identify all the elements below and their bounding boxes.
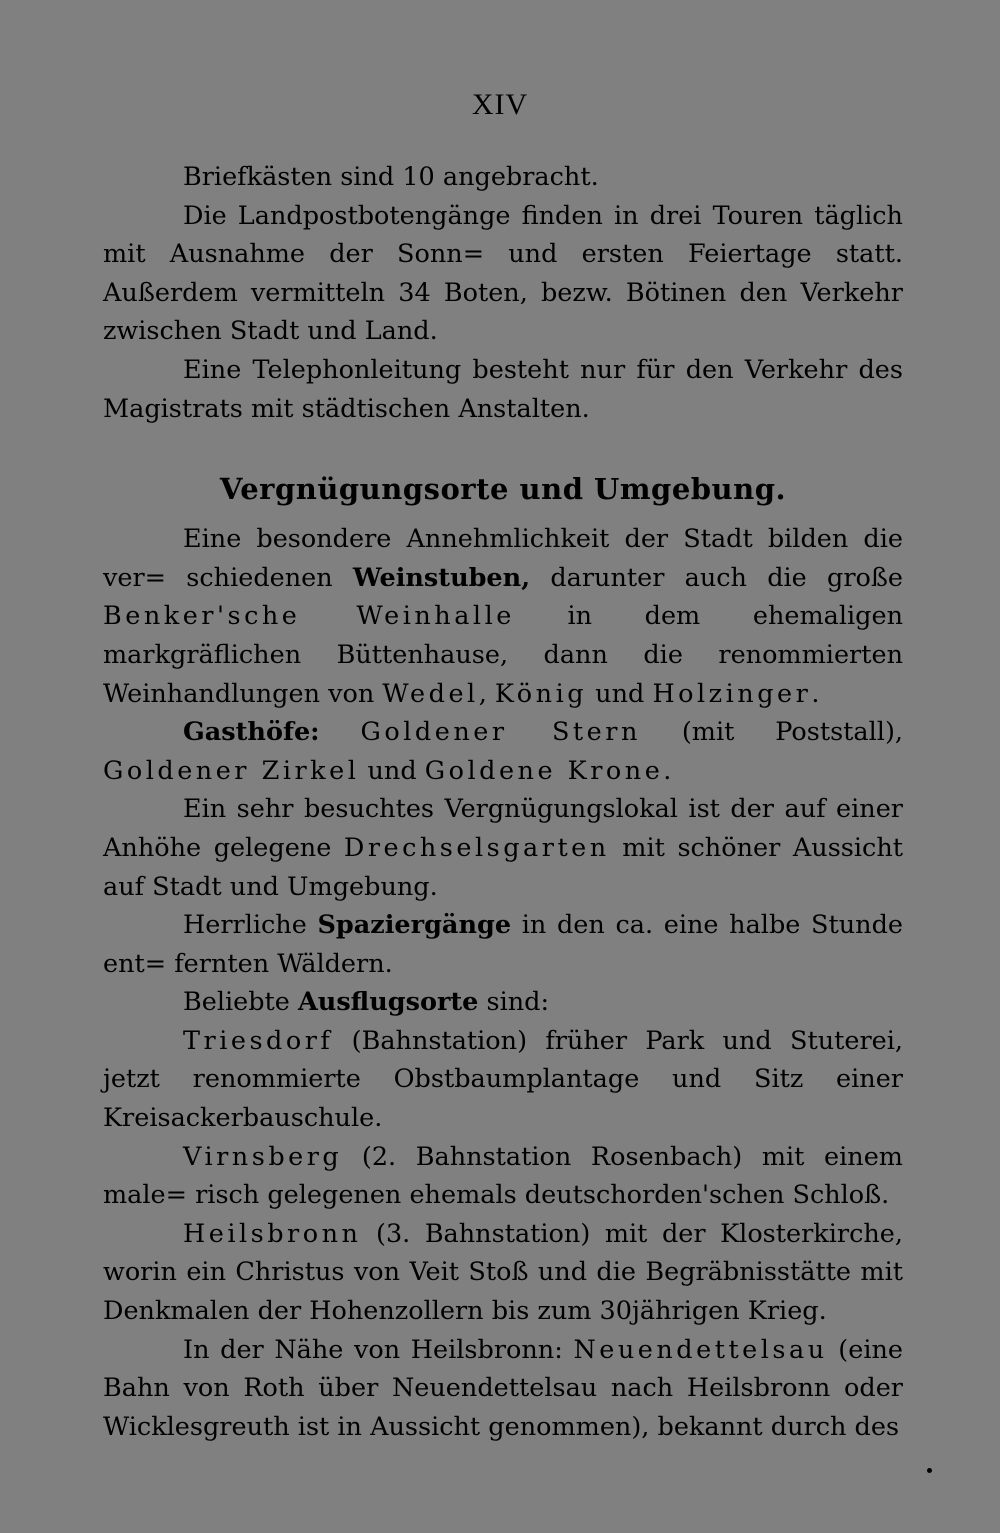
bold-term: Spaziergänge xyxy=(317,910,512,941)
text-span xyxy=(320,717,361,747)
paragraph-landpost: Die Landpostbotengänge finden in drei Touren täglich mit Ausnahme der Sonn= und ersten Feiertage statt. Außerdem vermitteln 34 Boten, bezw. Bötinen den Verkehr zwischen Stadt und Land. xyxy=(103,200,903,347)
text-span: darunter auch die große xyxy=(530,562,904,593)
spaced-name: Wedel xyxy=(382,678,479,709)
paragraph-vergnuegungslokal xyxy=(103,790,903,906)
bold-term: Gasthöfe: xyxy=(183,717,320,748)
paragraph-spaziergaenge xyxy=(103,906,903,983)
spaced-name: Goldener Stern xyxy=(360,717,641,748)
paragraph-weinstuben xyxy=(103,520,903,713)
page-body xyxy=(103,158,903,1446)
text-span: . xyxy=(663,755,672,786)
text-span: und xyxy=(587,678,653,709)
paragraph-virnsberg xyxy=(103,1138,903,1215)
paragraph-briefkaesten: Briefkästen sind 10 angebracht. xyxy=(183,162,599,192)
spaced-name: Triesdorf xyxy=(183,1025,334,1056)
text-span: (mit Poststall), xyxy=(640,717,903,748)
print-speck xyxy=(927,1468,932,1473)
spaced-name: König xyxy=(494,678,588,709)
spaced-name: Benker'sche Weinhalle xyxy=(103,601,515,632)
text-span: in dem ehemaligen markgräflichen Büttenhause, dann die renommierten Weinhandlungen von xyxy=(103,601,903,709)
paragraph-neuendettelsau xyxy=(103,1331,903,1447)
text-span: sind: xyxy=(478,987,550,1018)
text-span: in den ca. eine halbe Stunde ent= fernten Wäldern. xyxy=(103,910,904,979)
bold-term: Weinstuben, xyxy=(352,562,531,593)
text-span: (3. Bahnstation) mit der Klosterkirche, worin ein Christus von Veit Stoß und die Begräbnisstätte mit Denkmalen der Hohenzollern bis zum 30jährigen Krieg. xyxy=(103,1218,903,1327)
text-span: , xyxy=(478,678,495,709)
text-span: Ein sehr besuchtes Vergnügungslokal ist der auf einer Anhöhe gelegene xyxy=(103,794,903,863)
spaced-name: Virnsberg xyxy=(183,1141,343,1172)
text-span: . xyxy=(811,678,820,709)
section-heading: Vergnügungsorte und Umgebung. xyxy=(219,472,787,507)
text-span: Herrliche xyxy=(183,910,318,941)
page-number: XIV xyxy=(471,88,529,121)
text-span: (eine Bahn von Roth über Neuendettelsau nach Heilsbronn oder Wicklesgreuth ist in Aussicht genommen), bekannt durch des xyxy=(103,1334,903,1442)
spaced-name: Heilsbronn xyxy=(183,1218,362,1249)
text-span: (2. Bahnstation Rosenbach) mit einem male= risch gelegenen ehemals deutschorden'schen Schloß. xyxy=(103,1141,903,1211)
spaced-name: Drechselsgarten xyxy=(343,832,610,863)
spaced-name: Goldene Krone xyxy=(424,755,664,786)
text-span: und xyxy=(359,755,425,786)
paragraph-telephon: Eine Telephonleitung besteht nur für den Verkehr des Magistrats mit städtischen Anstalten. xyxy=(103,354,903,424)
paragraph-triesdorf xyxy=(103,1022,903,1138)
bold-term: Ausflugsorte xyxy=(298,987,479,1018)
text-span: mit schöner Aussicht auf Stadt und Umgebung. xyxy=(103,832,903,902)
text-span: In der Nähe von Heilsbronn: xyxy=(183,1334,574,1365)
text-span: Eine besondere Annehmlichkeit der Stadt bilden die ver= schiedenen xyxy=(103,524,903,593)
text-span: Beliebte xyxy=(183,987,298,1018)
text-span: (Bahnstation) früher Park und Stuterei, jetzt renommierte Obstbaumplantage und Sitz einer Kreisackerbauschule. xyxy=(103,1025,903,1134)
spaced-name: Neuendettelsau xyxy=(573,1334,828,1365)
paragraph-ausflugsorte xyxy=(103,983,903,1022)
spaced-name: Goldener Zirkel xyxy=(103,755,360,786)
paragraph-gasthoefe xyxy=(103,713,903,790)
spaced-name: Holzinger xyxy=(652,678,812,709)
paragraph-heilsbronn xyxy=(103,1215,903,1331)
